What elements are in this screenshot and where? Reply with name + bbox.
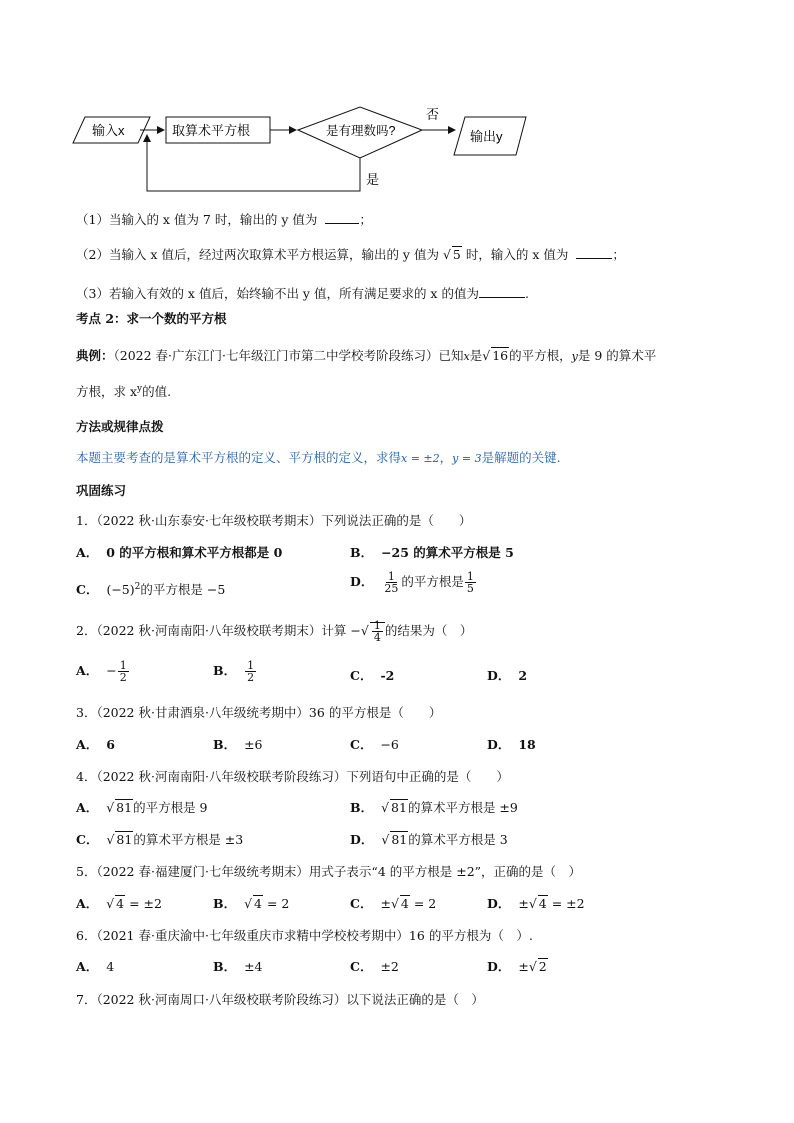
q5-option-c[interactable]: C． ±√ 4 = 2 [350, 896, 437, 911]
output-label: 输出y [470, 129, 503, 144]
section-title: 考点 2：求一个数的平方根 [76, 311, 227, 326]
question-1-stem: 1．（2022 秋·山东泰安·七年级校联考期末）下列说法正确的是（ ） [76, 513, 472, 528]
q6-option-d[interactable]: D． ±√ 2 [487, 959, 547, 974]
q4-option-c[interactable]: C． √ 81的算术平方根是 ±3 [76, 832, 244, 847]
question-4-stem: 4．（2022 秋·河南南阳·八年级校联考阶段练习）下列语句中正确的是（ ） [76, 769, 509, 784]
question-2-stem: 2．（2022 秋·河南南阳·八年级校联考期末）计算 −√ $\frac{1}{4}$ 的结果为（ ） [76, 619, 473, 644]
sqrt-16: √ 16 [482, 348, 509, 363]
q1-option-a[interactable]: A． 0 的平方根和算术平方根都是 0 [76, 545, 283, 560]
answer-blank[interactable] [576, 258, 612, 259]
q1-option-c[interactable]: C． $(-5)^2$的平方根是 −5 [76, 581, 226, 597]
q4-option-b[interactable]: B． √ 81的算术平方根是 ±9 [350, 800, 518, 815]
decision-label: 是有理数吗? [326, 124, 396, 138]
q3-option-a[interactable]: A． 6 [76, 737, 115, 752]
q4-option-d[interactable]: D． √ 81的算术平方根是 3 [350, 832, 508, 847]
q2-option-d[interactable]: D． 2 [487, 668, 528, 683]
q2-option-a[interactable]: A． − $\frac{1}{2}$ [76, 659, 127, 684]
input-label: 输入x [92, 123, 125, 138]
question-6-stem: 6．（2021 春·重庆渝中·七年级重庆市求精中学校校考期中）16 的平方根为（ ）. [76, 928, 533, 943]
q6-option-c[interactable]: C． ±2 [350, 959, 399, 974]
q5-option-b[interactable]: B． √ 4 = 2 [213, 896, 290, 911]
yes-label: 是 [366, 172, 380, 187]
practice-title: 巩固练习 [76, 483, 127, 498]
q3-option-d[interactable]: D． 18 [487, 737, 536, 752]
q4-option-a[interactable]: A． √ 81的平方根是 9 [76, 800, 208, 815]
q6-option-b[interactable]: B． ±4 [213, 959, 263, 974]
no-label: 否 [426, 107, 440, 122]
question-7-stem: 7．（2022 秋·河南周口·八年级校联考阶段练习）以下说法正确的是（ ） [76, 992, 484, 1007]
flowchart [60, 95, 540, 200]
method-text: 本题主要考查的是算术平方根的定义、平方根的定义，求得x = ±2，y = 3是解题的关键. [76, 450, 561, 465]
q5-option-a[interactable]: A． √ 4 = ±2 [76, 896, 162, 911]
subquestion-2: （2）当输入 x 值后，经过两次取算术平方根运算，输出的 y 值为 √ 5 时，输入的 x 值为 ； [76, 247, 625, 262]
q3-option-c[interactable]: C． −6 [350, 737, 399, 752]
q2-option-b[interactable]: B． $\frac{1}{2}$ [213, 659, 255, 684]
q5-option-d[interactable]: D． ±√ 4 = ±2 [487, 896, 585, 911]
q6-option-a[interactable]: A． 4 [76, 959, 115, 974]
q3-option-b[interactable]: B． ±6 [213, 737, 263, 752]
q2-option-c[interactable]: C． -2 [350, 668, 395, 683]
subquestion-1: （1）当输入的 x 值为 7 时，输出的 y 值为 ； [76, 212, 372, 227]
subquestion-3: （3）若输入有效的 x 值后，始终输不出 y 值，所有满足要求的 x 的值为 . [76, 286, 529, 301]
process-label: 取算术平方根 [172, 123, 251, 138]
sqrt-fraction: √ $\frac{1}{4}$ [361, 620, 385, 643]
answer-blank[interactable] [325, 223, 359, 224]
answer-blank[interactable] [479, 297, 525, 298]
method-title: 方法或规律点拨 [76, 419, 164, 434]
example-line1: 典例：（2022 春·广东江门·七年级江门市第二中学校考阶段练习）已知x是√ 16的平方根，y是 9 的算术平 [76, 348, 657, 363]
q1-option-d[interactable]: D． $\frac{1}{25}$ 的平方根是 $\frac{1}{5}$ [350, 570, 474, 595]
sqrt-5: √ 5 [442, 247, 461, 262]
question-3-stem: 3．（2022 秋·甘肃酒泉·八年级统考期中）36 的平方根是（ ） [76, 705, 442, 720]
question-5-stem: 5．（2022 春·福建厦门·七年级统考期末）用式子表示“4 的平方根是 ±2”，正确的是（ ） [76, 864, 582, 879]
example-line2: 方根，求 $x^y$的值. [76, 383, 172, 399]
q1-option-b[interactable]: B． −25 的算术平方根是 5 [350, 545, 514, 560]
